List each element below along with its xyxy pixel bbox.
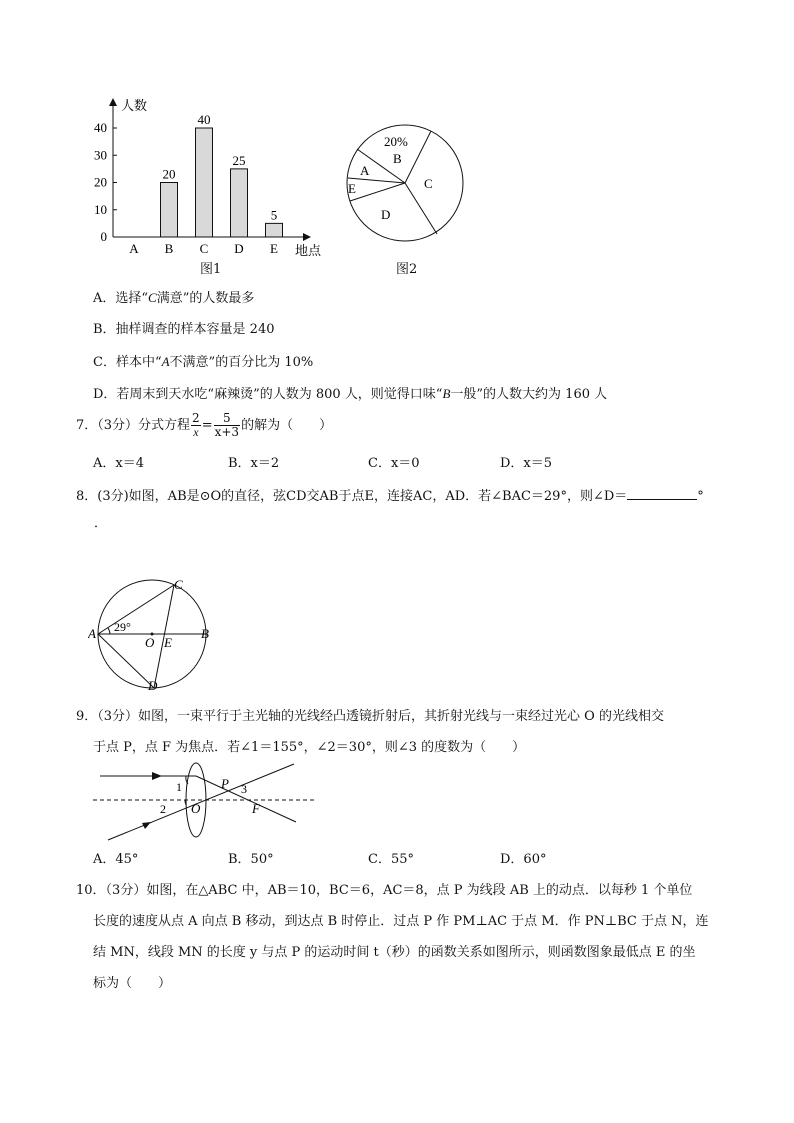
q9-option-b: B．50°	[228, 852, 274, 867]
x-tick-label-d: D	[234, 241, 244, 256]
q9-label-3: 3	[241, 782, 247, 796]
q7-option-b: B．x＝2	[228, 456, 280, 471]
q6-d-italic: B	[442, 386, 451, 401]
y-axis-label: 人数	[121, 98, 148, 113]
pie-label-d: D	[381, 207, 391, 222]
q8-degree: °	[697, 489, 704, 504]
bar-value-label-b: 20	[162, 166, 176, 182]
x-tick-label-a: A	[129, 241, 139, 256]
q7-fraction-2: $\frac{5}{x+3}$	[214, 411, 240, 439]
q6-c-prefix: C．样本中“	[93, 355, 162, 370]
q6-a-prefix: A．选择“	[93, 291, 149, 306]
q10-line4: 标为（ ）	[93, 976, 172, 991]
bar-d	[231, 169, 248, 237]
bar-e	[266, 223, 283, 237]
q8-period: ．	[94, 516, 108, 531]
pie-label-b: B	[393, 151, 402, 166]
x-tick-label-b: B	[164, 241, 174, 256]
q7-option-a: A．x＝4	[93, 456, 144, 471]
figure2-caption: 图2	[396, 262, 418, 277]
q7-option-d: D．x＝5	[500, 456, 553, 471]
q7-prefix: 7．（3分）分式方程	[76, 418, 191, 433]
bar-c	[196, 128, 213, 237]
y-tick-label: 30	[94, 147, 107, 163]
q9-label-2: 2	[160, 802, 166, 816]
q8-label-d: D	[148, 678, 158, 692]
y-axis-arrow	[109, 98, 117, 106]
y-tick-label: 40	[94, 120, 107, 135]
bar-value-label-c: 40	[197, 112, 211, 127]
bar-value-label-d: 25	[232, 152, 246, 168]
pie-label-e: E	[348, 181, 356, 196]
y-tick-label: 20	[94, 174, 107, 190]
bar-chart-figure1	[80, 92, 340, 272]
q7-fraction-1: $\frac{2}{x}$	[192, 411, 200, 439]
y-tick-label: 0	[100, 229, 107, 244]
q7-stem	[76, 412, 332, 440]
q9-line2: 于点 P，点 F 为焦点．若∠1＝155°，∠2＝30°，则∠3 的度数为（ ）	[93, 740, 526, 755]
q8-angle-arc	[108, 628, 110, 634]
q9-option-d: D．60°	[500, 852, 547, 867]
bar-value-label-e: 5	[270, 207, 278, 223]
q6-a-italic: C	[148, 290, 157, 305]
q8-chord-ac	[98, 585, 174, 634]
q9-label-p: P	[221, 776, 229, 791]
q8-answer-blank[interactable]	[627, 487, 697, 500]
x-tick-label-c: C	[199, 241, 209, 256]
q8-label-c: C	[174, 578, 183, 592]
figure1-caption: 图1	[200, 262, 222, 277]
q6-d-suffix: 一般”的人数大约为 160 人	[450, 387, 608, 402]
q9-lens-figure	[90, 762, 320, 844]
q6-d-prefix: D．若周末到天水吃“麻辣烫”的人数为 800 人，则觉得口味“	[93, 387, 443, 402]
pie-chart-figure2	[340, 124, 470, 248]
x-axis-label: 地点	[295, 243, 322, 258]
q8-circle-figure	[88, 578, 218, 692]
pie-divider-ea	[348, 178, 405, 183]
q9-label-f: F	[252, 801, 260, 816]
q7-suffix: 的解为（ ）	[241, 418, 333, 433]
bar-b	[161, 183, 178, 238]
pie-label-b-percent: 20%	[384, 134, 408, 149]
q9-option-c: C．55°	[368, 852, 414, 867]
x-axis-arrow	[303, 233, 311, 241]
q10-line2: 长度的速度从点 A 向点 B 移动，到达点 B 时停止．过点 P 作 PM⊥AC 于点 M．作 PN⊥BC 于点 N，连	[93, 914, 709, 929]
pie-label-c: C	[424, 176, 433, 191]
q8-text: 8．(3分)如图，AB是⊙O的直径，弦CD交AB于点E，连接AC，AD．若∠BAC＝29°，则∠D＝	[76, 489, 628, 504]
pie-divider-de	[350, 183, 405, 201]
q9-arrow-1	[152, 772, 162, 780]
q6-c-suffix: 不满意”的百分比为 10%	[169, 355, 314, 370]
q8-label-e: E	[164, 635, 172, 650]
q8-label-angle: 29°	[114, 620, 131, 634]
q10-line3: 结 MN，线段 MN 的长度 y 与点 P 的运动时间 t（秒）的函数关系如图所示，则函数图象最低点 E 的坐	[93, 945, 696, 960]
x-tick-label-e: E	[270, 241, 278, 256]
q7-equals: =	[201, 418, 213, 433]
q7-option-c: C．x＝0	[368, 456, 420, 471]
q6-option-d	[93, 386, 607, 403]
q8-label-o: O	[145, 635, 155, 650]
q9-label-o: O	[191, 801, 201, 816]
q10-line1: 10．（3分）如图，在△ABC 中，AB＝10，BC＝6，AC＝8，点 P 为线段 AB 上的动点．以每秒 1 个单位	[76, 883, 693, 898]
q6-a-suffix: 满意”的人数最多	[156, 291, 255, 306]
q6-option-a	[93, 290, 254, 307]
q6-c-italic: A	[161, 354, 170, 369]
q9-center-ray	[108, 764, 294, 840]
q8-label-b: B	[201, 626, 209, 641]
q6-option-c	[93, 354, 313, 371]
q9-label-1: 1	[176, 780, 182, 794]
y-tick-label: 10	[94, 201, 107, 217]
q8-label-a: A	[88, 626, 96, 641]
q9-lens	[186, 763, 206, 837]
q9-arrow-2	[142, 822, 151, 829]
q9-line1: 9．（3分）如图，一束平行于主光轴的光线经凸透镜折射后，其折射光线与一束经过光心 O 的光线相交	[76, 709, 664, 724]
q6-option-b: B．抽样调查的样本容量是 240	[93, 322, 275, 337]
q8-stem	[76, 487, 704, 505]
q9-option-a: A．45°	[93, 852, 139, 867]
pie-label-a: A	[360, 163, 370, 178]
